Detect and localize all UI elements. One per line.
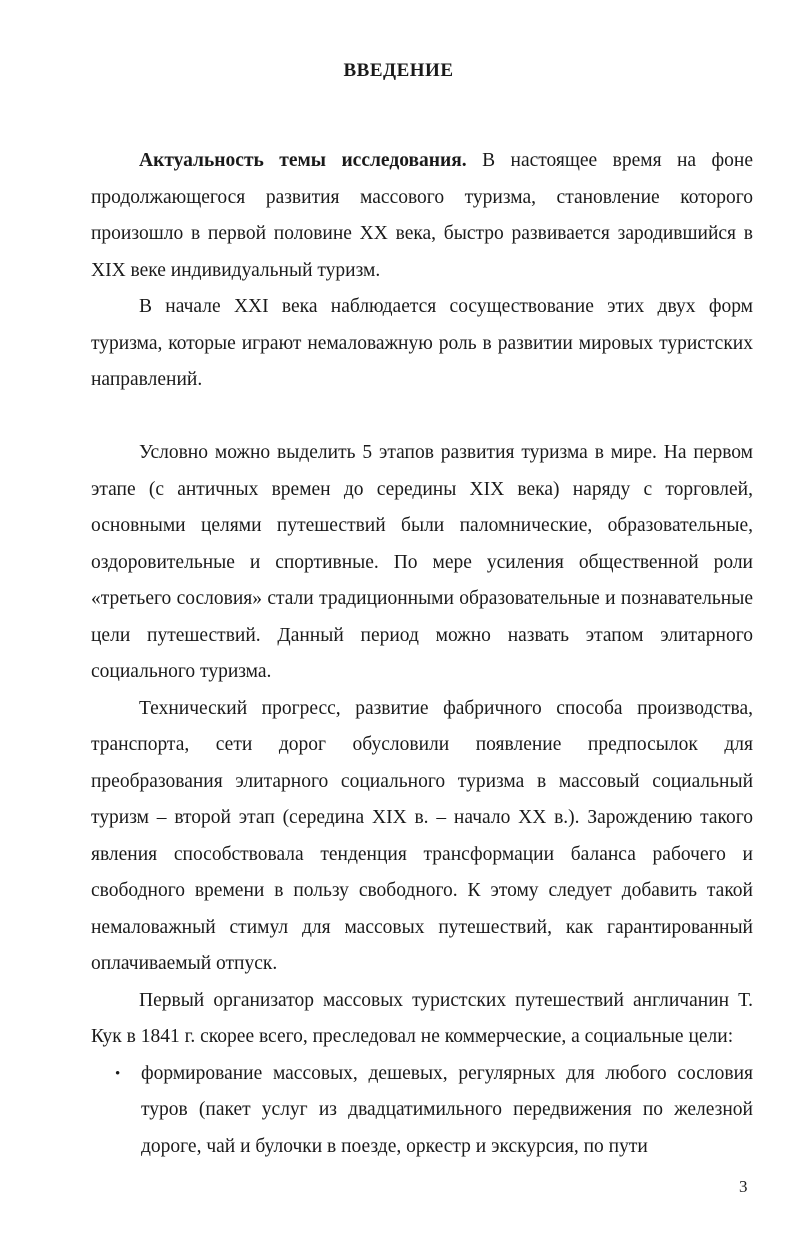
paragraph-text: В настоящее время на фоне продолжающегося развития массового туризма, становление которого произошло в первой половине XX века, быстро развивается зародившийся в XIX веке индивидуальный туризм. (91, 150, 753, 281)
bullet-list (91, 1056, 753, 1166)
list-item (91, 1056, 753, 1166)
paragraph-lead-bold: Актуальность темы исследования. (139, 150, 467, 171)
paragraph-five-stages: Условно можно выделить 5 этапов развития туризма в мире. На первом этапе (с античных времен до середины XIX века) наряду с торговлей, основными целями путешествий были паломнические, образовательные, оздоровительные и спортивные. По мере усиления общественной роли «третьего сословия» стали традиционными образовательные и познавательные цели путешествий. Данный период можно назвать этапом элитарного социального туризма. (91, 442, 753, 682)
text-block-2 (91, 435, 753, 1165)
page-number: 3 (739, 1177, 748, 1196)
text-block-1 (91, 143, 753, 399)
list-item-text: формирование массовых, дешевых, регулярных для любого сословия туров (пакет услуг из двадцатимильного передвижения по железной дороге, чай и булочки в поезде, оркестр и экскурсия, по пути (141, 1062, 753, 1157)
bullet-marker: • (115, 1065, 121, 1082)
page-title: ВВЕДЕНИЕ (343, 60, 454, 81)
paragraph-progress: Технический прогресс, развитие фабричного способа производства, транспорта, сети дорог обусловили появление предпосылок для преобразования элитарного социального туризма в массовый социальный туризм – второй этап (середина XIX в. – начало XX в.). Зарождению такого явления способствовала тенденция трансформации баланса рабочего и свободного времени в пользу свободного. К этому следует добавить такой немаловажный стимул для массовых путешествий, как гарантированный оплачиваемый отпуск. (91, 697, 753, 974)
paragraph-cook: Первый организатор массовых туристских путешествий англичанин Т. Кук в 1841 г. скорее всего, преследовал не коммерческие, а социальные цели: (91, 989, 753, 1047)
paragraph-two-forms: В начале XXI века наблюдается сосуществование этих двух форм туризма, которые играют немаловажную роль в развитии мировых туристских направлений. (91, 296, 753, 390)
paragraph-relevance (91, 143, 753, 289)
